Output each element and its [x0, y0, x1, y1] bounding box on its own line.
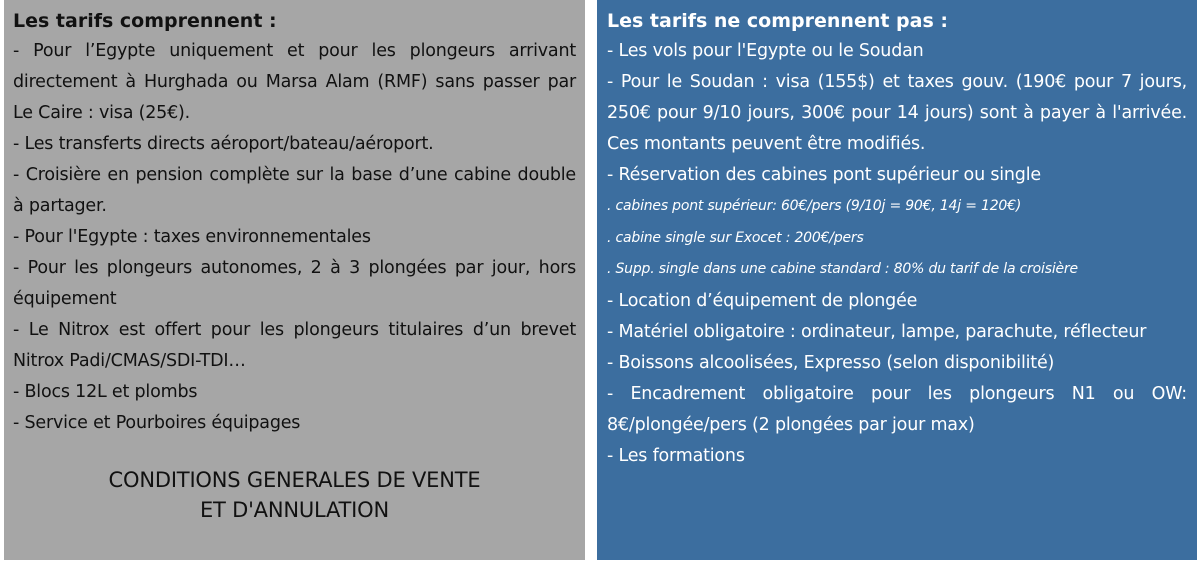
- conditions-line-1: CONDITIONS GENERALES DE VENTE: [108, 468, 481, 492]
- included-panel: [4, 0, 585, 560]
- cabin-note: . cabine single sur Exocet : 200€/pers: [607, 229, 864, 246]
- not-included-item: - Pour le Soudan : visa (155$) et taxes gouv. (190€ pour 7 jours, 250€ pour 9/10 jours, 300€ pour 14 jours) sont à payer à l'arrivée. Ces montants peuvent être modifiés.: [607, 72, 1187, 154]
- not-included-title: Les tarifs ne comprennent pas :: [607, 10, 948, 32]
- not-included-item: - Les vols pour l'Egypte ou le Soudan: [607, 41, 924, 61]
- included-item: - Pour les plongeurs autonomes, 2 à 3 plongées par jour, hors équipement: [13, 258, 576, 309]
- cabin-note: . cabines pont supérieur: 60€/pers (9/10j = 90€, 14j = 120€): [607, 198, 1022, 214]
- not-included-item: - Les formations: [607, 445, 745, 466]
- not-included-panel: [597, 0, 1197, 560]
- not-included-item: - Matériel obligatoire : ordinateur, lampe, parachute, réflecteur: [607, 321, 1147, 342]
- included-item: - Pour l'Egypte : taxes environnementales: [13, 227, 371, 247]
- included-item: - Blocs 12L et plombs: [13, 382, 198, 402]
- not-included-item: - Encadrement obligatoire pour les plongeurs N1 ou OW: 8€/plongée/pers (2 plongées par jour max): [607, 383, 1187, 435]
- included-item: - Les transferts directs aéroport/bateau/aéroport.: [13, 134, 434, 154]
- conditions-link[interactable]: [13, 465, 576, 525]
- included-item: - Le Nitrox est offert pour les plongeurs titulaires d’un brevet Nitrox Padi/CMAS/SDI-TDI…: [13, 320, 576, 371]
- not-included-item: - Boissons alcoolisées, Expresso (selon disponibilité): [607, 352, 1055, 373]
- cabin-note: . Supp. single dans une cabine standard : 80% du tarif de la croisière: [607, 261, 1078, 277]
- included-title: Les tarifs comprennent :: [13, 10, 277, 32]
- conditions-line-2: ET D'ANNULATION: [199, 498, 390, 522]
- not-included-item: - Location d’équipement de plongée: [607, 290, 918, 311]
- included-item: - Croisière en pension complète sur la base d’une cabine double à partager.: [13, 165, 576, 216]
- included-item: - Pour l’Egypte uniquement et pour les plongeurs arrivant directement à Hurghada ou Marsa Alam (RMF) sans passer par Le Caire : visa (25€).: [13, 41, 576, 123]
- not-included-item: - Réservation des cabines pont supérieur ou single: [607, 165, 1041, 185]
- included-item: - Service et Pourboires équipages: [13, 413, 301, 433]
